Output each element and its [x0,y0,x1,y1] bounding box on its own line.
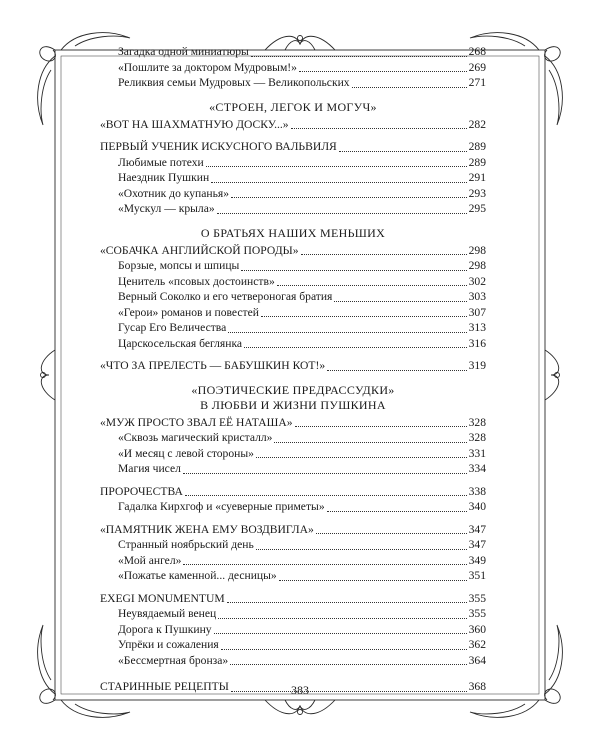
toc-entry[interactable]: «Охотник до купанья» 293 [118,186,486,200]
toc-entry[interactable]: Упрёки и сожаления 362 [118,638,486,651]
toc-entry[interactable]: Царскосельская беглянка 316 [118,336,486,350]
page-number: 383 [291,683,309,697]
toc-entry[interactable]: Странный ноябрьский день 347 [118,538,486,551]
toc-entry[interactable]: «ПАМЯТНИК ЖЕНА ЕМУ ВОЗДВИГЛА» 347 [100,522,486,536]
toc-entry[interactable]: «ЧТО ЗА ПРЕЛЕСТЬ — БАБУШКИН КОТ!» 319 [100,359,486,372]
toc-entry[interactable]: «Сквозь магический кристалл» 328 [118,431,486,444]
toc-entry[interactable]: Любимые потехи 289 [118,155,486,169]
section-heading: «ПОЭТИЧЕСКИЕ ПРЕДРАССУДКИ» [191,382,395,397]
toc-entry[interactable]: «ВОТ НА ШАХМАТНУЮ ДОСКУ...» 282 [100,117,486,131]
toc-entry[interactable]: Магия чисел 334 [118,462,486,475]
toc-entry[interactable]: ПРОРОЧЕСТВА 338 [100,484,486,498]
toc-entry[interactable]: Наездник Пушкин 291 [118,171,486,184]
toc-entry[interactable]: Гусар Его Величества 313 [118,321,486,334]
toc-entry[interactable]: Верный Соколко и его четвероногая братия 303 [118,290,486,303]
toc-entry[interactable]: «МУЖ ПРОСТО ЗВАЛ ЕЁ НАТАША» 328 [100,415,486,429]
toc-entry[interactable]: ПЕРВЫЙ УЧЕНИК ИСКУСНОГО ВАЛЬВИЛЯ 289 [100,140,486,153]
toc-entry[interactable]: «Пожатье каменной... десницы» 351 [118,569,486,582]
toc-entry[interactable]: «Бессмертная бронза» 364 [118,653,486,667]
toc-entry[interactable]: Загадка одной миниатюры 268 [118,45,486,58]
toc-entry[interactable]: «Мой ангел» 349 [118,553,486,567]
toc-entry[interactable]: «СОБАЧКА АНГЛИЙСКОЙ ПОРОДЫ» 298 [100,243,486,257]
toc-entry[interactable]: EXEGI MONUMENTUM 355 [100,591,486,605]
toc-entry[interactable]: «Герои» романов и повестей 307 [118,305,486,319]
section-heading: В ЛЮБВИ И ЖИЗНИ ПУШКИНА [200,397,386,412]
table-of-contents [100,44,486,695]
section-heading: О БРАТЬЯХ НАШИХ МЕНЬШИХ [200,225,386,240]
toc-entry[interactable]: «И месяц с левой стороны» 331 [118,446,486,460]
toc-entry[interactable]: Реликвия семьи Мудровых — Великопольских 271 [118,76,486,89]
toc-entry[interactable]: «Мускул — крыла» 295 [118,202,486,215]
toc-entry[interactable]: Неувядаемый венец 355 [118,607,486,620]
toc-entry[interactable]: Дорога к Пушкину 360 [118,622,486,636]
section-heading: «СТРОЕН, ЛЕГОК И МОГУЧ» [209,99,377,114]
toc-entry[interactable]: СТАРИННЫЕ РЕЦЕПТЫ 368 [100,680,486,693]
toc-entry[interactable]: Ценитель «псовых достоинств» 302 [118,274,486,288]
toc-entry[interactable]: Борзые, мопсы и шпицы 298 [118,259,486,272]
toc-entry[interactable]: Гадалка Кирхгоф и «суеверные приметы» 340 [118,500,486,513]
toc-entry[interactable]: «Пошлите за доктором Мудровым!» 269 [118,60,486,74]
